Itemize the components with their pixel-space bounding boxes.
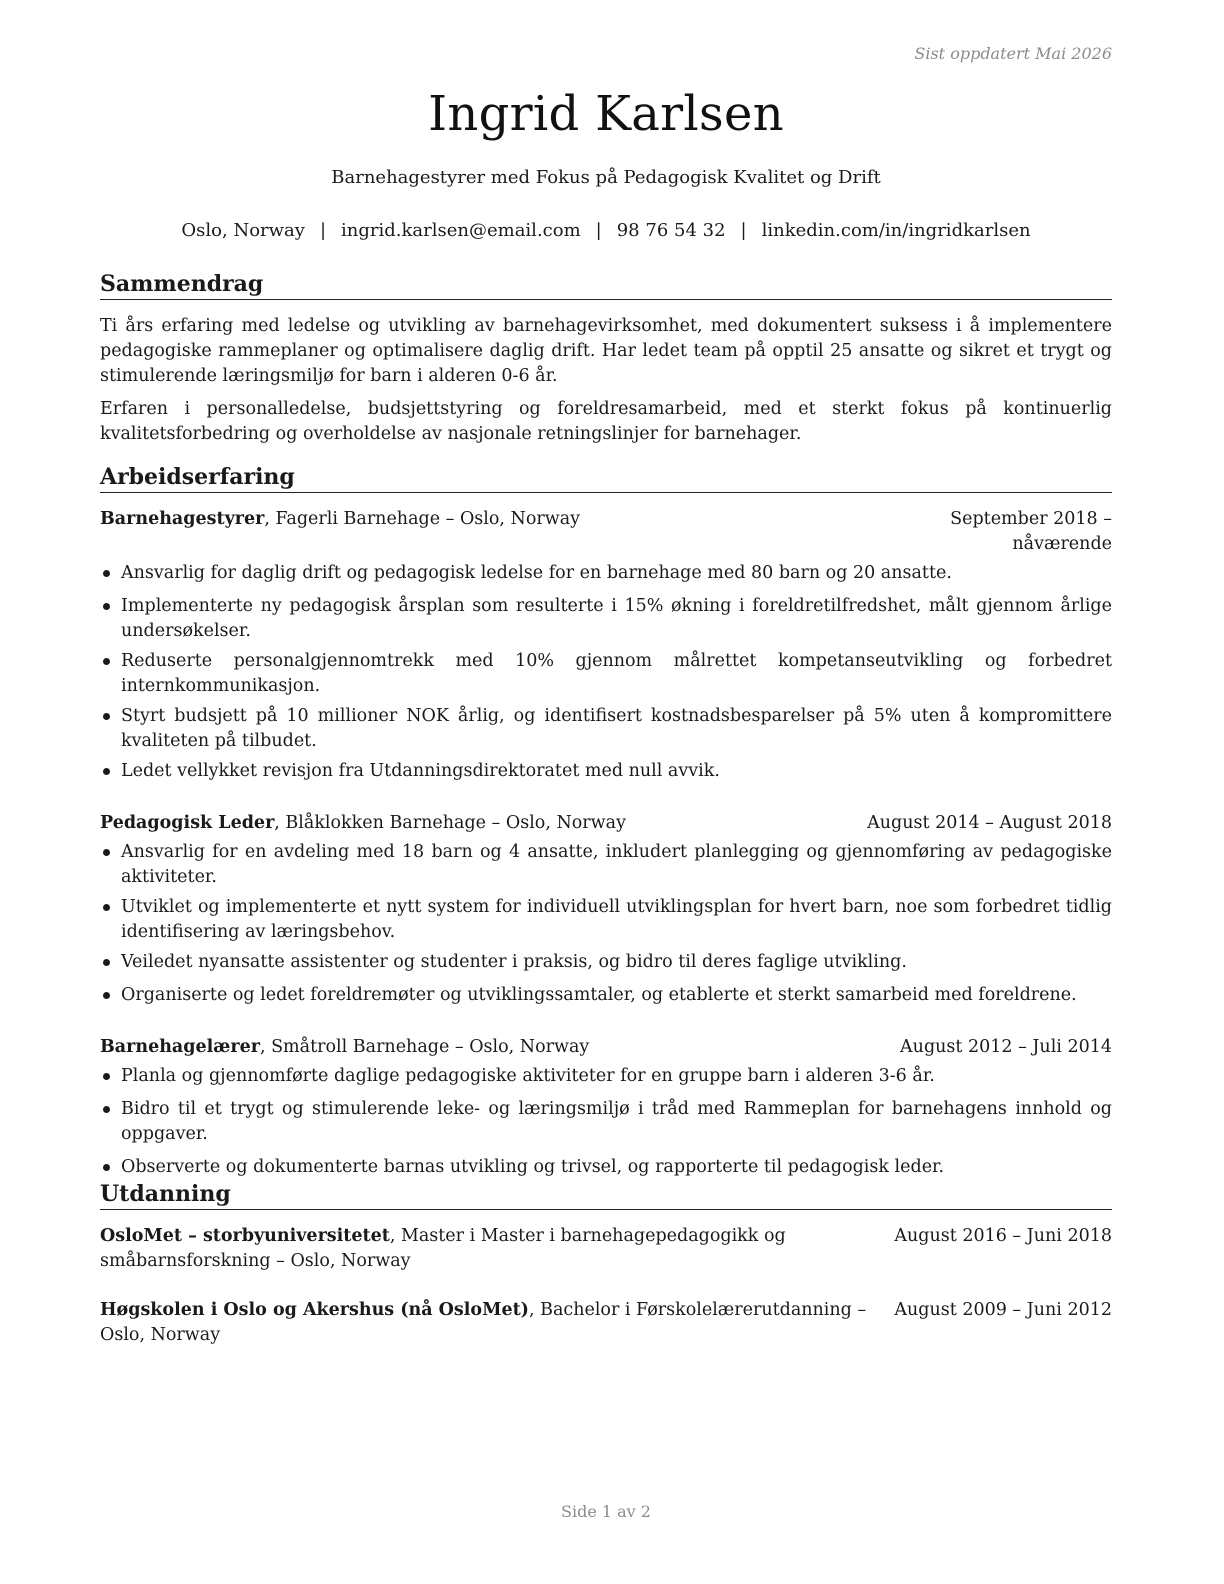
job-header [100,507,1112,557]
list-item: Ansvarlig for daglig drift og pedagogisk ledelse for en barnehage med 80 barn og 20 ansatte. [100,561,1112,586]
education-dates: August 2016 – Juni 2018 [894,1226,1112,1246]
education-dates: August 2009 – Juni 2012 [894,1300,1112,1320]
job-header [100,811,1112,836]
resume-page [100,0,1112,1584]
job-organization: , Fagerli Barnehage – Oslo, Norway [264,509,581,529]
list-item: Bidro til et trygt og stimulerende leke- og læringsmiljø i tråd med Rammeplan for barnehagens innhold og oppgaver. [100,1097,1112,1147]
job-role: Pedagogisk Leder [100,813,275,833]
bullet-icon [103,603,110,610]
education-school: Høgskolen i Oslo og Akershus (nå OsloMet) [100,1300,529,1320]
list-item: Planla og gjennomførte daglige pedagogiske aktiviteter for en gruppe barn i alderen 3-6 år. [100,1064,1112,1089]
list-item: Implementerte ny pedagogisk årsplan som resulterte i 15% økning i foreldretilfredshet, målt gjennom årlige undersøkelser. [100,594,1112,644]
list-item: Ledet vellykket revisjon fra Utdanningsdirektoratet med null avvik. [100,759,1112,784]
job-bullets [100,840,1112,1008]
job-role: Barnehagestyrer [100,509,265,529]
education-section [100,1181,1112,1348]
contact-location: Oslo, Norway [181,220,305,241]
education-detail: , Bachelor i Førskolelærerutdanning – Oslo, Norway [100,1300,867,1345]
education-entry [100,1224,1112,1274]
job-dates: August 2012 – Juli 2014 [900,1037,1112,1057]
bullet-icon [103,658,110,665]
contact-separator: | [595,220,602,241]
candidate-headline: Barnehagestyrer med Fokus på Pedagogisk Kvalitet og Drift [331,167,881,188]
education-school: OsloMet – storbyuniversitetet [100,1226,390,1246]
bullet-icon [103,768,110,775]
contact-separator: | [319,220,327,241]
section-title-experience: Arbeidserfaring [100,464,1112,493]
education-entry [100,1298,1112,1348]
experience-section [100,464,1112,1180]
contact-phone: 98 76 54 32 [616,220,726,241]
job-entry [100,1035,1112,1180]
section-title-education: Utdanning [100,1181,1112,1210]
bullet-icon [103,1106,110,1113]
candidate-name: Ingrid Karlsen [428,86,784,142]
bullet-icon [103,992,110,999]
list-item: Organiserte og ledet foreldremøter og utviklingssamtaler, og etablerte et sterkt samarbeid med foreldrene. [100,983,1112,1008]
job-bullets [100,1064,1112,1180]
list-item: Utviklet og implementerte et nytt system for individuell utviklingsplan for hvert barn, noe som forbedret tidlig identifisering av læringsbehov. [100,895,1112,945]
job-role: Barnehagelærer [100,1037,260,1057]
contact-line [100,220,1112,241]
bullet-icon [103,1073,110,1080]
list-item: Reduserte personalgjennomtrekk med 10% gjennom målrettet kompetanseutvikling og forbedret internkommunikasjon. [100,649,1112,699]
bullet-icon [103,570,110,577]
section-title-summary: Sammendrag [100,271,1112,300]
last-updated: Sist oppdatert Mai 2026 [914,44,1112,63]
summary-section [100,271,1112,447]
bullet-icon [103,713,110,720]
bullet-icon [103,1164,110,1171]
job-bullets [100,561,1112,784]
contact-email[interactable]: ingrid.karlsen@email.com [341,220,581,241]
contact-separator: | [740,220,747,241]
list-item: Veiledet nyansatte assistenter og studenter i praksis, og bidro til deres faglige utvikling. [100,950,1112,975]
job-entry [100,811,1112,1008]
education-detail: , Master i Master i barnehagepedagogikk og småbarnsforskning – Oslo, Norway [100,1226,786,1271]
bullet-icon [103,959,110,966]
summary-paragraph: Ti års erfaring med ledelse og utvikling av barnehagevirksomhet, med dokumentert suksess i å implementere pedagogiske rammeplaner og optimalisere daglig drift. Har ledet team på opptil 25 ansatte og sikret et trygt og stimulerende læringsmiljø for barn i alderen 0-6 år. [100,316,1112,386]
bullet-icon [103,904,110,911]
list-item: Ansvarlig for en avdeling med 18 barn og 4 ansatte, inkludert planlegging og gjennomføring av pedagogiske aktiviteter. [100,840,1112,890]
bullet-icon [103,849,110,856]
list-item: Styrt budsjett på 10 millioner NOK årlig, og identifisert kostnadsbesparelser på 5% uten å kompromittere kvaliteten på tilbudet. [100,704,1112,754]
job-dates: August 2014 – August 2018 [867,813,1112,833]
summary-paragraph: Erfaren i personalledelse, budsjettstyring og foreldresamarbeid, med et sterkt fokus på kontinuerlig kvalitetsforbedring og overholdelse av nasjonale retningslinjer for barnehager. [100,399,1112,444]
job-dates: September 2018 – nåværende [950,509,1112,554]
page-number: Side 1 av 2 [561,1502,651,1521]
contact-linkedin[interactable]: linkedin.com/in/ingridkarlsen [761,220,1031,241]
job-header [100,1035,1112,1060]
job-entry [100,507,1112,784]
job-organization: , Småtroll Barnehage – Oslo, Norway [259,1037,590,1057]
list-item: Observerte og dokumenterte barnas utvikling og trivsel, og rapporterte til pedagogisk leder. [100,1155,1112,1180]
job-organization: , Blåklokken Barnehage – Oslo, Norway [274,813,626,833]
